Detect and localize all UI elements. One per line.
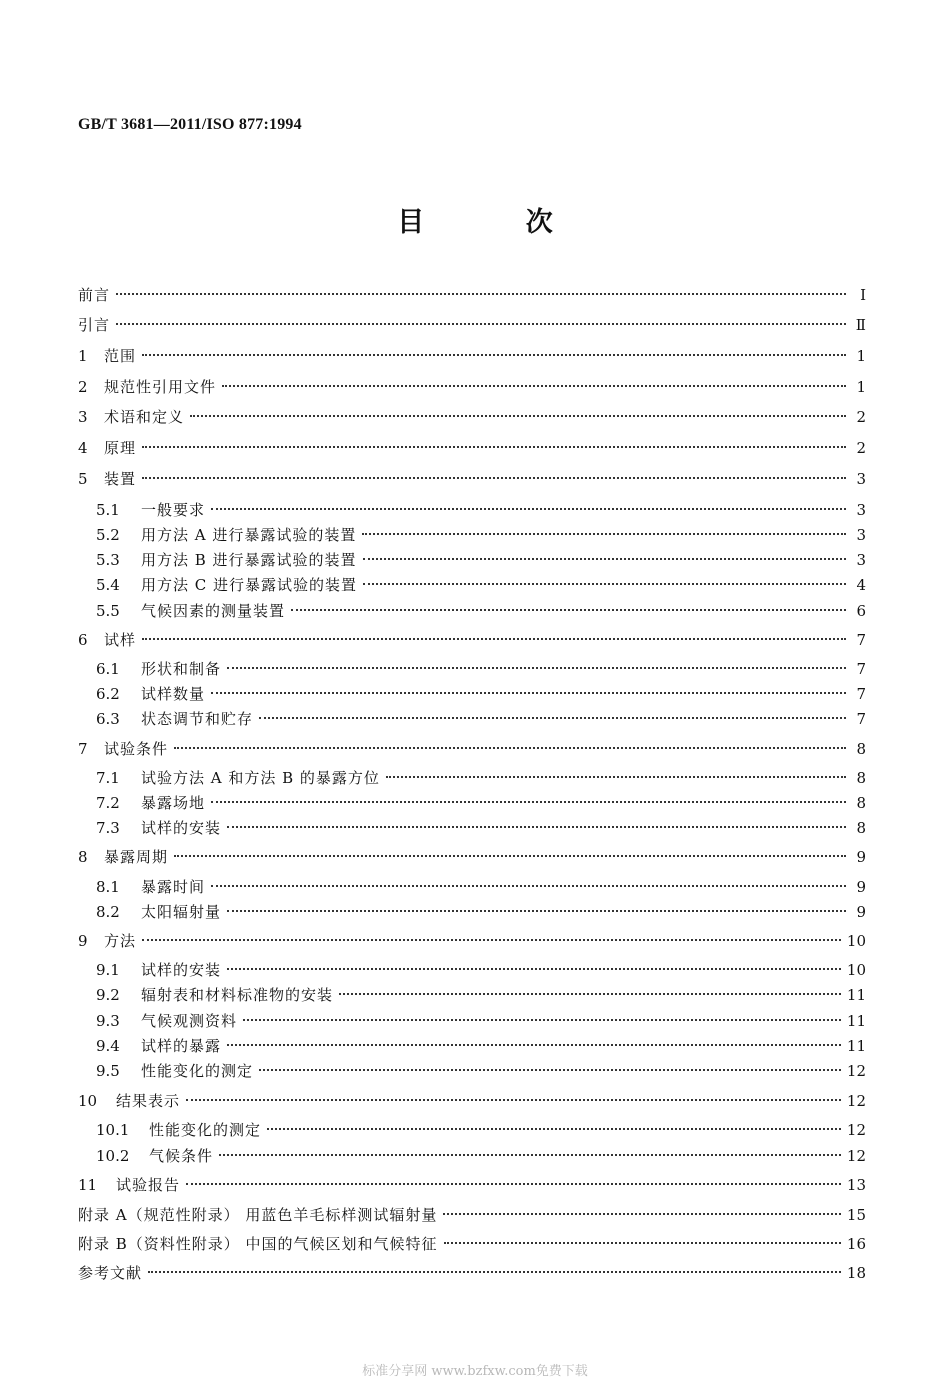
toc-entry-page-number: 3 — [856, 526, 866, 544]
toc-entry[interactable] — [96, 1058, 866, 1084]
toc-entry-page-number: 10 — [846, 961, 866, 979]
toc-entry-page-number: 8 — [856, 769, 866, 787]
dot-leader — [211, 885, 846, 887]
toc-entry-number: 5.4 — [96, 576, 120, 594]
toc-entry-page-number: 10 — [846, 932, 866, 950]
dot-leader — [174, 855, 846, 857]
toc-entry[interactable] — [96, 706, 866, 732]
toc-entry[interactable] — [96, 790, 866, 816]
dot-leader — [142, 477, 846, 479]
toc-entry[interactable] — [78, 1231, 866, 1257]
dot-leader — [339, 993, 841, 995]
toc-entry[interactable] — [78, 844, 866, 870]
toc-entry-page-number: 11 — [846, 1037, 866, 1055]
toc-entry-label: 试验报告 — [116, 1176, 181, 1194]
toc-entry-label: 结果表示 — [116, 1092, 181, 1110]
toc-entry-number: 6 — [78, 631, 88, 649]
toc-entry[interactable] — [78, 1260, 866, 1286]
toc-entry-page-number: 8 — [856, 740, 866, 758]
toc-entry[interactable] — [78, 312, 866, 338]
toc-entry-number: 5.2 — [96, 526, 120, 544]
toc-entry-label: 前言 — [78, 286, 111, 304]
toc-entry-page-number: 4 — [856, 576, 866, 594]
toc-entry[interactable] — [96, 522, 866, 548]
toc-entry[interactable] — [78, 1172, 866, 1198]
toc-entry-number: 9.3 — [96, 1012, 120, 1030]
dot-leader — [219, 1154, 841, 1156]
toc-entry-number: 6.3 — [96, 710, 120, 728]
toc-entry-page-number: 9 — [856, 903, 866, 921]
toc-entry[interactable] — [96, 681, 866, 707]
toc-entry-number: 7 — [78, 740, 88, 758]
toc-entry[interactable] — [78, 1202, 866, 1228]
toc-entry-label: 气候条件 — [149, 1147, 214, 1165]
toc-entry-number: 4 — [78, 439, 88, 457]
toc-entry-number: 10.2 — [96, 1147, 130, 1165]
dot-leader — [211, 801, 846, 803]
dot-leader — [186, 1099, 841, 1101]
toc-entry-label: 试验方法 A 和方法 B 的暴露方位 — [141, 769, 380, 787]
toc-entry-label: 性能变化的测定 — [149, 1121, 262, 1139]
dot-leader — [222, 385, 846, 387]
toc-entry-label: 形状和制备 — [141, 660, 222, 678]
toc-entry-page-number: 8 — [856, 819, 866, 837]
toc-entry[interactable] — [96, 1143, 866, 1169]
toc-entry-page-number: 3 — [856, 551, 866, 569]
toc-entry-page-number: 8 — [856, 794, 866, 812]
toc-entry-page-number: 7 — [856, 631, 866, 649]
toc-entry-label: 附录 A（规范性附录） 用蓝色羊毛标样测试辐射量 — [78, 1206, 438, 1224]
dot-leader — [227, 667, 846, 669]
toc-entry-label: 性能变化的测定 — [141, 1062, 254, 1080]
toc-entry[interactable] — [96, 598, 866, 624]
footer-watermark: 标准分享网 www.bzfxw.com免费下载 — [362, 1364, 588, 1379]
toc-entry-number: 9.5 — [96, 1062, 120, 1080]
toc-entry[interactable] — [96, 899, 866, 925]
toc-entry-page-number: 1 — [856, 347, 866, 365]
dot-leader — [259, 1069, 841, 1071]
toc-entry[interactable] — [96, 1117, 866, 1143]
toc-entry-number: 5.3 — [96, 551, 120, 569]
toc-entry-label: 气候观测资料 — [141, 1012, 238, 1030]
dot-leader — [227, 826, 846, 828]
toc-entry-page-number: 16 — [846, 1235, 866, 1253]
dot-leader — [227, 910, 846, 912]
toc-entry[interactable] — [78, 343, 866, 369]
dot-leader — [386, 776, 846, 778]
toc-entry-number: 9.1 — [96, 961, 120, 979]
toc-entry[interactable] — [78, 627, 866, 653]
toc-entry-label: 试验条件 — [104, 740, 169, 758]
toc-entry[interactable] — [96, 815, 866, 841]
toc-entry-number: 5 — [78, 470, 88, 488]
toc-entry[interactable] — [96, 765, 866, 791]
toc-entry-page-number: 3 — [856, 470, 866, 488]
toc-entry-number: 10 — [78, 1092, 98, 1110]
toc-entry-number: 9.2 — [96, 986, 120, 1004]
toc-entry-label: 太阳辐射量 — [141, 903, 222, 921]
toc-entry[interactable] — [78, 374, 866, 400]
dot-leader — [142, 354, 846, 356]
toc-entry-label: 术语和定义 — [104, 408, 185, 426]
toc-entry-number: 11 — [78, 1176, 98, 1194]
dot-leader — [363, 583, 846, 585]
toc-entry[interactable] — [78, 282, 866, 308]
toc-entry-number: 3 — [78, 408, 88, 426]
toc-entry-number: 9.4 — [96, 1037, 120, 1055]
toc-entry[interactable] — [96, 982, 866, 1008]
dot-leader — [227, 1044, 841, 1046]
toc-entry-page-number: 7 — [856, 660, 866, 678]
toc-entry-label: 辐射表和材料标准物的安装 — [141, 986, 334, 1004]
toc-entry[interactable] — [96, 1008, 866, 1034]
dot-leader — [142, 939, 841, 941]
toc-entry-page-number: 6 — [856, 602, 866, 620]
toc-entry-label: 用方法 A 进行暴露试验的装置 — [141, 526, 357, 544]
toc-entry-page-number: 15 — [846, 1206, 866, 1224]
toc-entry[interactable] — [78, 736, 866, 762]
toc-entry-label: 暴露时间 — [141, 878, 206, 896]
toc-entry-page-number: 11 — [846, 986, 866, 1004]
toc-entry-label: 暴露周期 — [104, 848, 169, 866]
toc-entry[interactable] — [96, 656, 866, 682]
toc-entry-number: 10.1 — [96, 1121, 130, 1139]
dot-leader — [227, 968, 841, 970]
dot-leader — [116, 293, 846, 295]
toc-entry-page-number: Ⅱ — [855, 316, 866, 334]
toc-entry-number: 2 — [78, 378, 88, 396]
toc-entry-label: 暴露场地 — [141, 794, 206, 812]
toc-entry-page-number: 18 — [846, 1264, 866, 1282]
dot-leader — [190, 415, 846, 417]
dot-leader — [267, 1128, 841, 1130]
dot-leader — [116, 323, 846, 325]
dot-leader — [148, 1271, 841, 1273]
toc-entry-label: 规范性引用文件 — [104, 378, 217, 396]
toc-title: 目 次 — [397, 207, 599, 238]
toc-entry-page-number: 12 — [846, 1092, 866, 1110]
toc-entry-page-number: 7 — [856, 685, 866, 703]
toc-entry[interactable] — [78, 928, 866, 954]
dot-leader — [186, 1183, 841, 1185]
dot-leader — [259, 717, 846, 719]
toc-entry-page-number: 13 — [846, 1176, 866, 1194]
dot-leader — [444, 1242, 841, 1244]
toc-entry-number: 8.2 — [96, 903, 120, 921]
toc-entry-label: 装置 — [104, 470, 137, 488]
toc-entry-page-number: 9 — [856, 848, 866, 866]
dot-leader — [362, 533, 846, 535]
dot-leader — [243, 1019, 841, 1021]
toc-entry[interactable] — [96, 572, 866, 598]
toc-entry-page-number: 1 — [856, 378, 866, 396]
toc-entry-label: 用方法 C 进行暴露试验的装置 — [141, 576, 358, 594]
toc-entry-page-number: 7 — [856, 710, 866, 728]
toc-entry-label: 范围 — [104, 347, 137, 365]
dot-leader — [211, 508, 846, 510]
dot-leader — [363, 558, 846, 560]
standard-code: GB/T 3681—2011/ISO 877:1994 — [78, 116, 302, 133]
toc-entry-number: 6.2 — [96, 685, 120, 703]
toc-entry-label: 引言 — [78, 316, 111, 334]
toc-entry-label: 原理 — [104, 439, 137, 457]
toc-entry-number: 5.1 — [96, 501, 120, 519]
toc-entry-page-number: 12 — [846, 1121, 866, 1139]
toc-entry-number: 9 — [78, 932, 88, 950]
toc-entry-page-number: 3 — [856, 501, 866, 519]
toc-entry-label: 试样数量 — [141, 685, 206, 703]
toc-entry[interactable] — [96, 874, 866, 900]
toc-entry-number: 5.5 — [96, 602, 120, 620]
toc-entry-page-number: 9 — [856, 878, 866, 896]
toc-entry-label: 状态调节和贮存 — [141, 710, 254, 728]
toc-entry-page-number: 12 — [846, 1062, 866, 1080]
toc-entry-label: 试样 — [104, 631, 137, 649]
toc-entry-page-number: 12 — [846, 1147, 866, 1165]
dot-leader — [142, 446, 846, 448]
toc-entry[interactable] — [96, 957, 866, 983]
toc-entry-label: 参考文献 — [78, 1264, 143, 1282]
toc-entry-page-number: 2 — [856, 408, 866, 426]
toc-entry[interactable] — [78, 1088, 866, 1114]
toc-entry-label: 试样的安装 — [141, 961, 222, 979]
toc-entry-number: 7.3 — [96, 819, 120, 837]
toc-entry-label: 试样的安装 — [141, 819, 222, 837]
toc-entry-number: 8.1 — [96, 878, 120, 896]
toc-entry-number: 6.1 — [96, 660, 120, 678]
toc-entry-number: 7.2 — [96, 794, 120, 812]
dot-leader — [291, 609, 846, 611]
dot-leader — [211, 692, 846, 694]
toc-entry-number: 8 — [78, 848, 88, 866]
toc-entry-page-number: 11 — [846, 1012, 866, 1030]
dot-leader — [443, 1213, 841, 1215]
toc-entry-label: 试样的暴露 — [141, 1037, 222, 1055]
toc-entry[interactable] — [78, 466, 866, 492]
toc-entry-number: 1 — [78, 347, 88, 365]
toc-entry-label: 一般要求 — [141, 501, 206, 519]
toc-entry[interactable] — [96, 547, 866, 573]
dot-leader — [142, 638, 846, 640]
toc-entry-label: 用方法 B 进行暴露试验的装置 — [141, 551, 357, 569]
toc-entry-label: 方法 — [104, 932, 137, 950]
toc-entry-number: 7.1 — [96, 769, 120, 787]
toc-entry-label: 附录 B（资料性附录） 中国的气候区划和气候特征 — [78, 1235, 438, 1253]
toc-entry[interactable] — [78, 435, 866, 461]
dot-leader — [174, 747, 846, 749]
toc-entry-page-number: 2 — [856, 439, 866, 457]
toc-entry[interactable] — [78, 404, 866, 430]
toc-entry-page-number: Ⅰ — [860, 286, 866, 304]
toc-entry[interactable] — [96, 497, 866, 523]
toc-entry[interactable] — [96, 1033, 866, 1059]
toc-entry-label: 气候因素的测量装置 — [141, 602, 286, 620]
